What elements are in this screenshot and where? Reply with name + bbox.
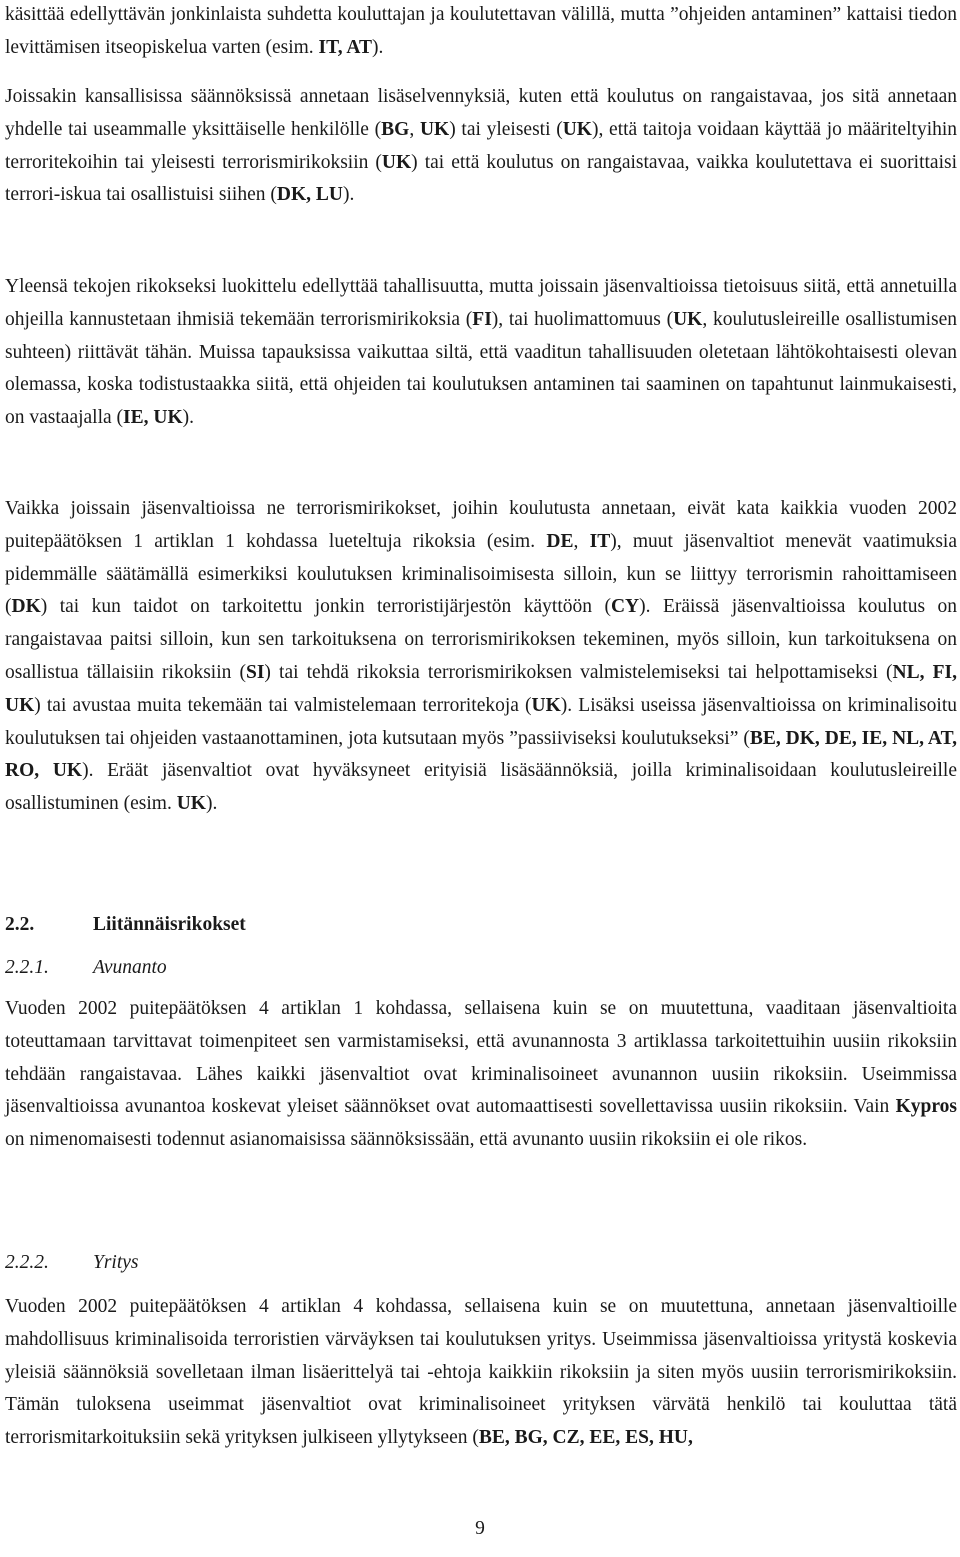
subsection-heading (5, 952, 957, 985)
paragraph-scope: Vaikka joissain jäsenvaltioissa ne terrorismirikokset, joihin koulutusta annetaan, eivät kata kaikkia vuoden 2002 puitepäätöksen 1 artiklan 1 kohdassa lueteltuja rikoksia (esim. DE, IT), muut jäsenvaltiot menevät vaatimuksia pidemmälle säätämällä esimerkiksi koulutuksen kriminalisoimisesta silloin, kun se liittyy terrorismin rahoittamiseen (DK) tai kun taidot on tarkoitettu jonkin terroristijärjestön käyttöön (CY). Eräissä jäsenvaltioissa koulutus on rangaistavaa paitsi silloin, kun sen tarkoituksena on terrorismirikoksen tekeminen, myös silloin, kun tarkoituksena on osallistua tällaisiin rikoksiin (SI) tai tehdä rikoksia terrorismirikoksen valmistelemiseksi tai helpottamiseksi (NL, FI, UK) tai avustaa muita tekemään tai valmistelemaan terroritekoja (UK). Lisäksi useissa jäsenvaltioissa on kriminalisoitu koulutuksen tai ohjeiden vastaanottaminen, jota kutsutaan myös ”passiiviseksi koulutukseksi” (BE, DK, DE, IE, NL, AT, RO, UK). Eräät jäsenvaltiot ovat hyväksyneet erityisiä lisäsäännöksiä, joilla kriminalisoidaan koulutusleireille osallistuminen (esim. UK). (5, 498, 958, 815)
subsection-number: 2.2.2. (5, 1252, 49, 1273)
section-heading (5, 909, 957, 942)
paragraph-national-provisions: Joissakin kansallisissa säännöksissä annetaan lisäselvennyksiä, kuten että koulutus on rangaistavaa, jos sitä annetaan yhdelle tai useammalle yksittäiselle henkilölle (BG, UK) tai yleisesti (UK), että taitoja voidaan käyttää jo määriteltyihin terroritekoihin tai yleisesti terrorismirikoksiin (UK) tai että koulutus on rangaistavaa, vaikka koulutettava ei suorittaisi terrori-iskua tai osallistuisi siihen (DK, LU). (5, 86, 958, 206)
paragraph-continuation: käsittää edellyttävän jonkinlaista suhdetta kouluttajan ja koulutettavan välillä, mutta ”ohjeiden antaminen” kattaisi tiedon levittämisen itseopiskelua varten (esim. IT, AT). (5, 4, 957, 58)
paragraph-aiding: Vuoden 2002 puitepäätöksen 4 artiklan 1 kohdassa, sellaisena kuin se on muutettuna, vaaditaan jäsenvaltioita toteuttamaan tarvittavat toimenpiteet sen varmistamiseksi, että avunannosta 3 artiklassa tarkoitettuihin uusiin rikoksiin tehdään rangaistavaa. Lähes kaikki jäsenvaltiot ovat kriminalisoineet avunannon uusiin rikoksiin. Useimmissa jäsenvaltioissa avunantoa koskevat yleiset säännökset ovat automaattisesti sovellettavissa uusiin rikoksiin. Vain Kypros on nimenomaisesti todennut asianomaisissa säännöksissään, että avunanto uusiin rikoksiin ei ole rikos. (5, 998, 957, 1151)
paragraph-attempt: Vuoden 2002 puitepäätöksen 4 artiklan 4 kohdassa, sellaisena kuin se on muutettuna, annetaan jäsenvaltioille mahdollisuus kriminalisoida terroristien värväyksen tai koulutuksen yritys. Useimmissa jäsenvaltioissa yritystä koskevia yleisiä säännöksiä sovelletaan ilman lisäerittelyä tai -ehtoja kaikkiin rikoksiin ja siten myös uusiin terrorismirikoksiin. Tämän tuloksena useimmat jäsenvaltiot ovat kriminalisoineet yrityksen värvätä henkilö tai kouluttaa tätä terrorismitarkoituksiin sekä yrityksen julkiseen yllytykseen (BE, BG, CZ, EE, ES, HU, (5, 1296, 957, 1449)
section-number: 2.2. (5, 914, 35, 935)
paragraph-intent: Yleensä tekojen rikokseksi luokittelu edellyttää tahallisuutta, mutta joissain jäsenvaltioissa tietoisuus siitä, että annetuilla ohjeilla kannustetaan ihmisiä tekemään terrorismirikoksia (FI), tai huolimattomuus (UK, koulutusleireille osallistumisen suhteen) riittävät tähän. Muissa tapauksissa vaikuttaa siltä, että vaaditun tahallisuuden oletetaan lähtökohtaisesti olevan olemassa, koska todistustaakka siitä, että ohjeiden tai koulutuksen antaminen tai saaminen on tapahtunut lainmukaisesti, on vastaajalla (IE, UK). (5, 276, 957, 429)
subsection-heading (5, 1247, 957, 1280)
page-number: 9 (475, 1518, 485, 1539)
subsection-title: Avunanto (93, 957, 167, 978)
subsection-number: 2.2.1. (5, 957, 49, 978)
section-title: Liitännäisrikokset (93, 914, 246, 935)
subsection-title: Yritys (93, 1252, 139, 1273)
